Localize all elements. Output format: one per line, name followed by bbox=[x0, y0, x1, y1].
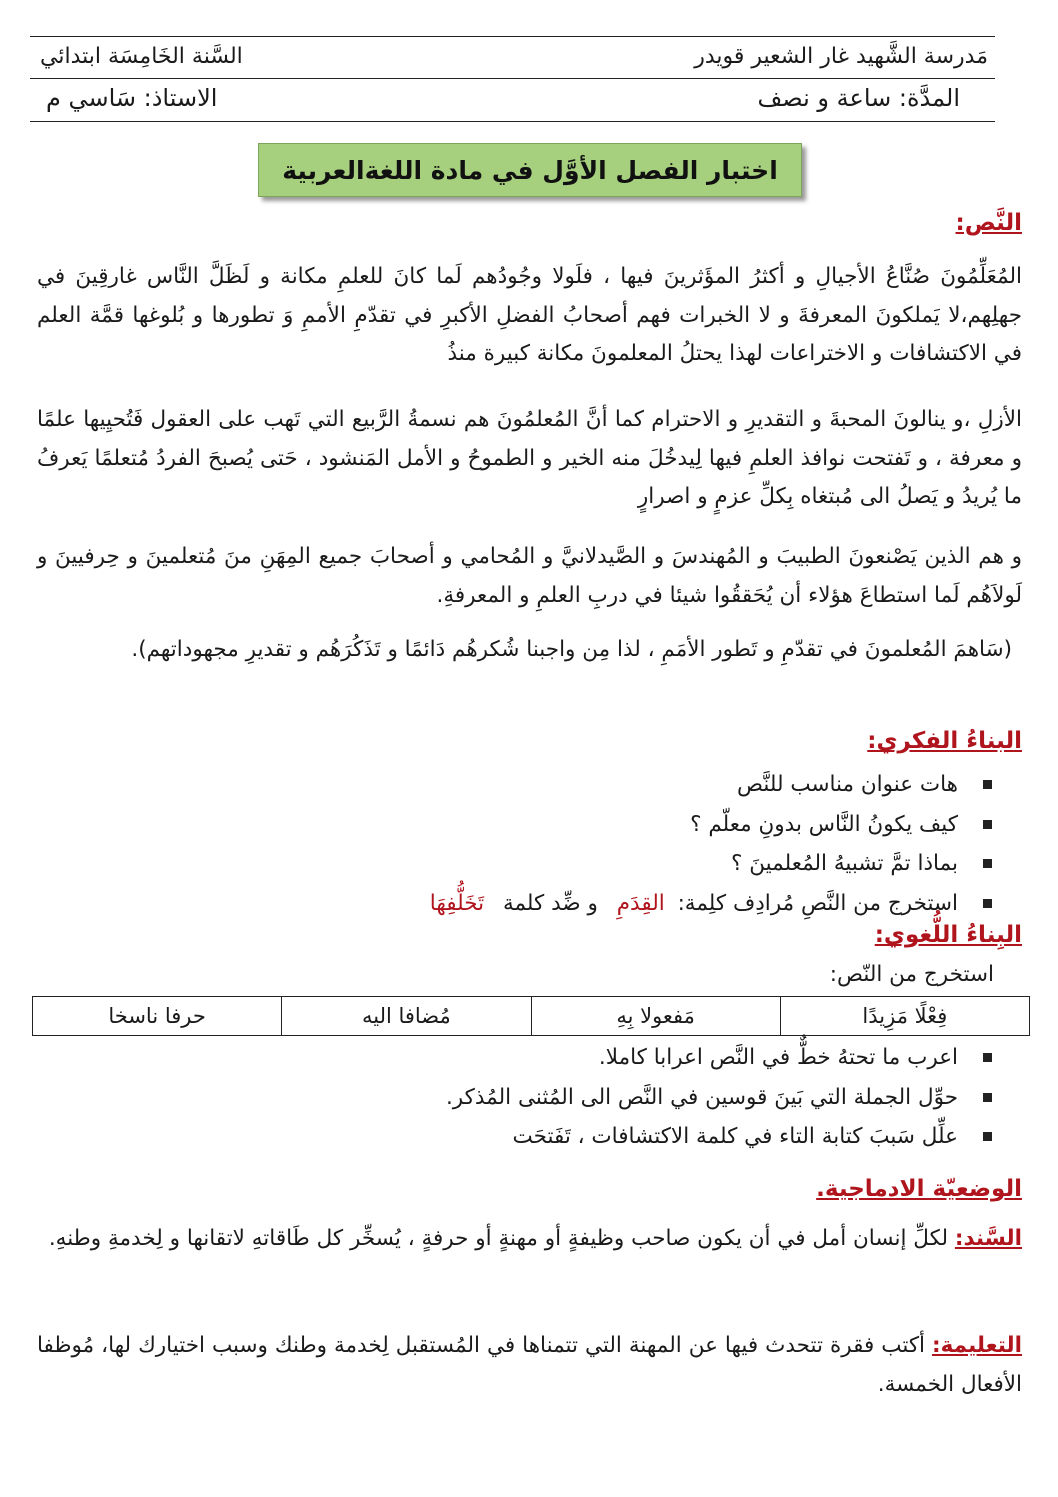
instruction-label: التعليمة: bbox=[932, 1333, 1022, 1358]
list-item bbox=[424, 884, 992, 924]
bullet-square-icon bbox=[983, 899, 992, 908]
exam-title: اختبار الفصل الأوَّل في مادة اللغةالعربية bbox=[258, 143, 802, 197]
support-text: لكلِّ إنسان أمل في أن يكون صاحب وظيفةٍ أو مهنةٍ أو حرفةٍ ، يُسخِّر كل طَاقاتهِ لاتقانها و لِخدمةِ وطنهِ. bbox=[48, 1226, 949, 1251]
header-mid-rule bbox=[30, 78, 995, 79]
text-paragraph-1: المُعَلِّمُونَ صُنَّاعُ الأجيالِ و أكثرُ المؤَثرينَ فيها ، فلَولا وجُودُهم لَما كانَ للعلمِ مكانة و لَظَلَّ النَّاس غارقِينَ في جهلِهم،لا يَملكونَ المعرفةَ و لا الخبرات فهم أصحابُ الفضلِ الأكبرِ في تقدّمِ الأممِ وَ تطورها و بُلوغها قمَّة العلم في الاكتشافات و الاختراعات لهذا يحتلُ المعلمونَ مكانة كبيرة منذُ bbox=[37, 264, 1022, 366]
question-text: هات عنوان مناسب للنَّص bbox=[737, 772, 958, 797]
integration-heading: الوضعيّة الادماجية. bbox=[816, 1176, 1022, 1202]
support-label: السَّند: bbox=[954, 1226, 1022, 1251]
table-cell: فِعْلًا مَزِيدًا bbox=[780, 997, 1029, 1036]
list-item bbox=[424, 805, 992, 845]
question-text: بماذا تمَّ تشبيهُ المُعلمينَ ؟ bbox=[731, 851, 958, 876]
antonym-word: تَخَلُّفِهَا bbox=[429, 890, 485, 916]
grade-label: السَّنة الخَامِسَة ابتدائي bbox=[40, 44, 243, 69]
question-text: و ضِّد كلمة bbox=[502, 890, 598, 916]
language-intro: استخرج من النّص: bbox=[829, 962, 994, 987]
teacher-label: الاستاذ: سَاسي م bbox=[46, 84, 218, 112]
question-text: اعرب ما تحتهُ خطٌّ في النَّص اعرابا كاملا. bbox=[598, 1045, 958, 1070]
table-cell: حرفا ناسخا bbox=[33, 997, 282, 1036]
list-item bbox=[446, 1038, 992, 1078]
support-paragraph bbox=[37, 1220, 1022, 1259]
list-item bbox=[424, 765, 992, 805]
duration-label: المدَّة: ساعة و نصف bbox=[757, 84, 960, 112]
bullet-square-icon bbox=[983, 1132, 992, 1141]
question-text: علِّل سَببَ كتابة التاء في كلمة الاكتشافات ، تَفَتحَت bbox=[512, 1124, 958, 1149]
bullet-square-icon bbox=[983, 1093, 992, 1102]
header-top-rule bbox=[30, 36, 995, 37]
bullet-square-icon bbox=[983, 820, 992, 829]
question-text: كيف يكونُ النَّاس بدونِ معلّم ؟ bbox=[690, 811, 958, 837]
synonym-word: القِدَمِ bbox=[616, 890, 665, 916]
comprehension-questions bbox=[424, 765, 992, 923]
header-bottom-rule bbox=[30, 121, 995, 122]
language-heading: البِناءُ اللُّغوي: bbox=[874, 922, 1022, 948]
list-item bbox=[446, 1078, 992, 1118]
instruction-paragraph bbox=[37, 1327, 1022, 1404]
language-questions bbox=[446, 1038, 992, 1157]
text-paragraph-2: الأزلِ ،و ينالونَ المحبةَ و التقديرِ و الاحترام كما أنَّ المُعلمُونَ هم نسمةُ الرَّبيع التي تَهب على العقول فَتُحيِيها علمًا و معرفة ، و تَفتحت نوافذ العلمِ فيها لِيدخُلَ منه الخير و الطموحُ و الأمل المَنشود ، حَتى يُصبحَ الفردُ مُتعلمًا يَعرفُ ما يُريدُ و يَصلُ الى مُبتغاه بِكلِّ عزمٍ و اصرارٍ bbox=[37, 407, 1022, 509]
list-item bbox=[446, 1117, 992, 1157]
text-paragraph-4: (سَاهمَ المُعلمونَ في تقدّمِ و تَطور الأمَمِ ، لذا مِن واجبنا شُكرهُم دَائمًا و تَذَكُرَهُم و تقديرِ مجهوداتهم). bbox=[131, 637, 1012, 662]
table-row bbox=[33, 997, 1030, 1036]
bullet-square-icon bbox=[983, 780, 992, 789]
school-name: مَدرسة الشَّهيد غار الشعير قويدر bbox=[694, 44, 988, 69]
list-item bbox=[424, 844, 992, 884]
table-cell: مُضافا اليه bbox=[282, 997, 531, 1036]
question-text: حوِّل الجملة التي بَينَ قوسين في النَّص الى المُثنى المُذكر. bbox=[445, 1084, 958, 1110]
comprehension-heading: البناءُ الفكري: bbox=[867, 728, 1022, 754]
table-cell: مَفعولا بِهِ bbox=[531, 997, 780, 1036]
text-section-heading: النَّص: bbox=[955, 210, 1022, 236]
bullet-square-icon bbox=[983, 859, 992, 868]
extraction-table bbox=[32, 996, 1030, 1036]
bullet-square-icon bbox=[983, 1053, 992, 1062]
question-text: استخرج من النَّصِ مُرادِف كلِمة: bbox=[677, 890, 958, 916]
text-paragraph-3: و هم الذين يَصْنعونَ الطبيبَ و المُهندسَ و الصَّيدلانيَّ و المُحامي و أصحابَ جميع المِهَنِ منَ مُتعلمينَ و حِرفيينَ و لَولاَهُم لَما استطاعَ هؤلاء أن يُحَققُوا شيئا في دربِ العلمِ و المعرفةِ. bbox=[37, 544, 1022, 608]
instruction-text: أكتب فقرة تتحدث فيها عن المهنة التي تتمناها في المُستقبل لِخدمة وطنك وسبب اختيارك لها، مُوظفا الأفعال الخمسة. bbox=[37, 1333, 1022, 1397]
